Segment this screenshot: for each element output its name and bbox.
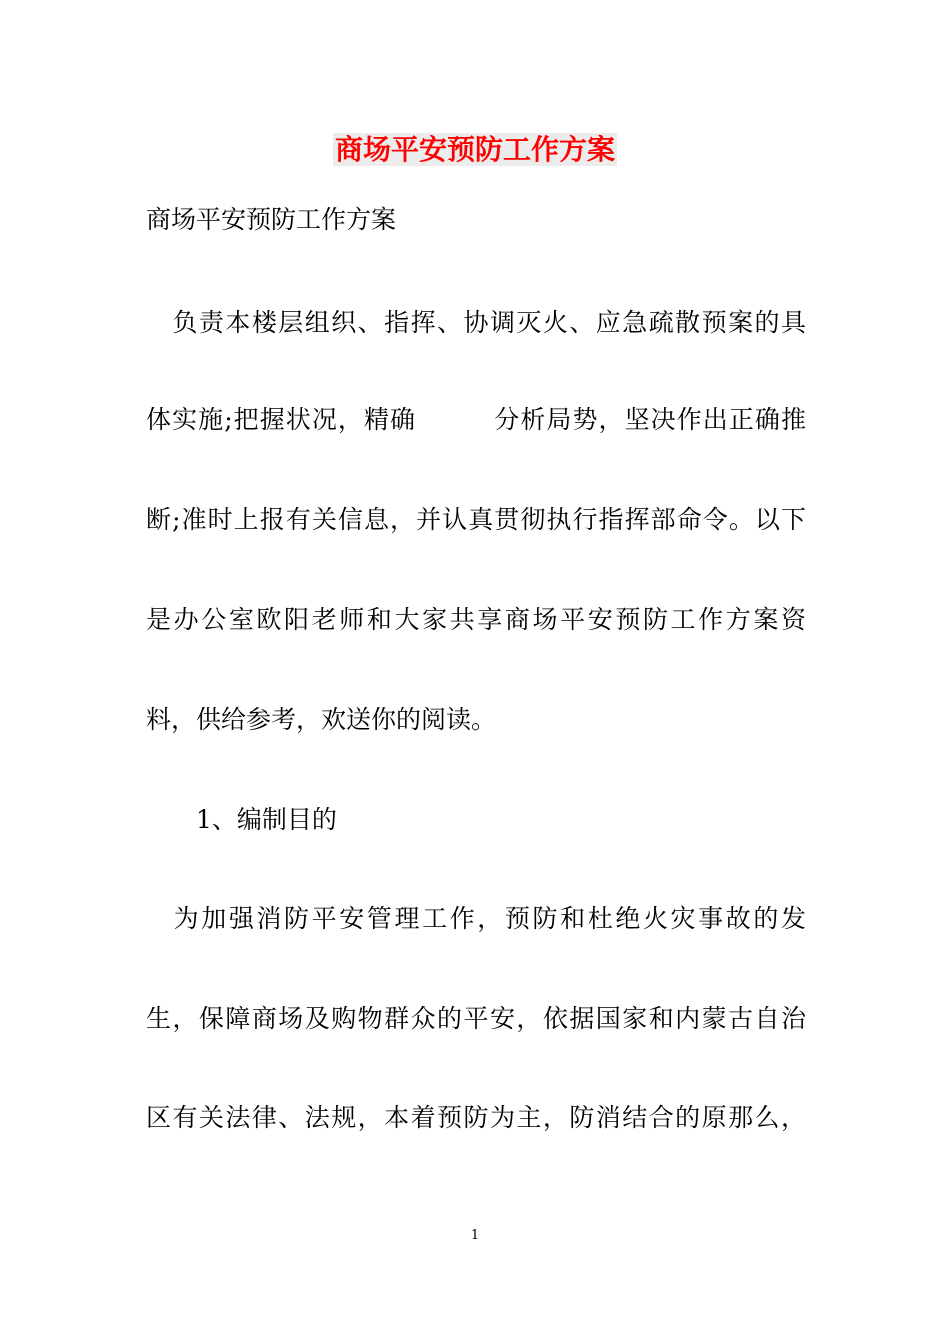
- document-title-text: 商场平安预防工作方案: [334, 133, 615, 166]
- document-subtitle: 商场平安预防工作方案: [146, 205, 397, 234]
- paragraph-line: 区有关法律、法规，本着预防为主，防消结合的原那么，: [146, 1103, 806, 1132]
- page-number: 1: [470, 1228, 480, 1243]
- paragraph-line: 料，供给参考，欢送你的阅读。: [146, 705, 497, 734]
- paragraph-line: 断;准时上报有关信息，并认真贯彻执行指挥部命令。以下: [146, 505, 806, 534]
- document-title: [0, 130, 950, 170]
- paragraph-line: 体实施;把握状况，精确 分析局势，坚决作出正确推: [146, 405, 806, 434]
- paragraph-line: 生，保障商场及购物群众的平安，依据国家和内蒙古自治: [146, 1004, 806, 1033]
- paragraph-line: 为加强消防平安管理工作，预防和杜绝火灾事故的发: [146, 904, 806, 933]
- paragraph-line: 负责本楼层组织、指挥、协调灭火、应急疏散预案的具: [146, 308, 806, 337]
- paragraph-line: 是办公室欧阳老师和大家共享商场平安预防工作方案资: [146, 605, 806, 634]
- section-heading: 1、编制目的: [146, 805, 337, 834]
